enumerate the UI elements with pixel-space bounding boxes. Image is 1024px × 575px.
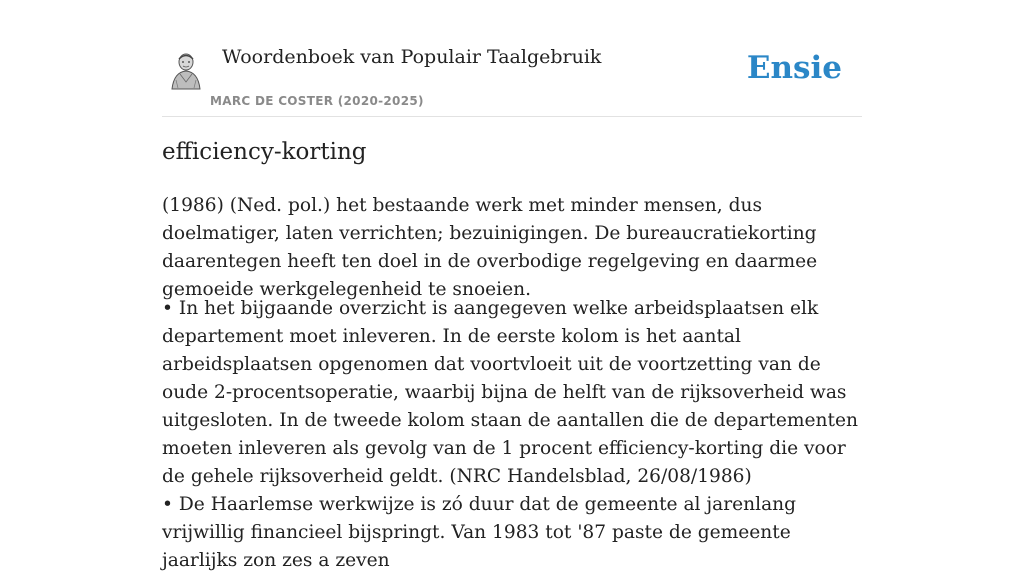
quotes: [162, 295, 862, 575]
headword: efficiency-korting: [162, 139, 367, 165]
ensie-logo-link[interactable]: Ensie: [746, 50, 842, 86]
definition-text: (1986) (Ned. pol.) het bestaande werk met minder mensen, dus doelmatiger, laten verrichten; bezuinigingen. De bureaucratiekorting daarentegen heeft ten doel in de overbodige regelgeving en daarmee gemoeide werkgelegenheid te snoeien.: [162, 195, 818, 300]
header: [162, 0, 862, 117]
author-portrait-icon: [168, 50, 204, 90]
dictionary-title[interactable]: Woordenboek van Populair Taalgebruik: [222, 46, 602, 68]
quote-item: • De Haarlemse werkwijze is zó duur dat de gemeente al jarenlang vrijwillig financieel bijspringt. Van 1983 tot '87 paste de gemeente jaarlijks zon zes a zeven: [162, 494, 797, 571]
author-name[interactable]: MARC DE COSTER (2020-2025): [210, 94, 424, 108]
quote-item: • In het bijgaande overzicht is aangegeven welke arbeidsplaatsen elk departement moet inleveren. In de eerste kolom is het aantal arbeidsplaatsen opgenomen dat voortvloeit uit de voortzetting van de oude 2-procentsoperatie, waarbij bijna de helft van de rijksoverheid was uitgesloten. In de tweede kolom staan de aantallen die de departementen moeten inleveren als gevolg van de 1 procent efficiency-korting die voor de gehele rijksoverheid geldt. (NRC Handelsblad, 26/08/1986): [162, 298, 858, 487]
page: [162, 0, 862, 571]
